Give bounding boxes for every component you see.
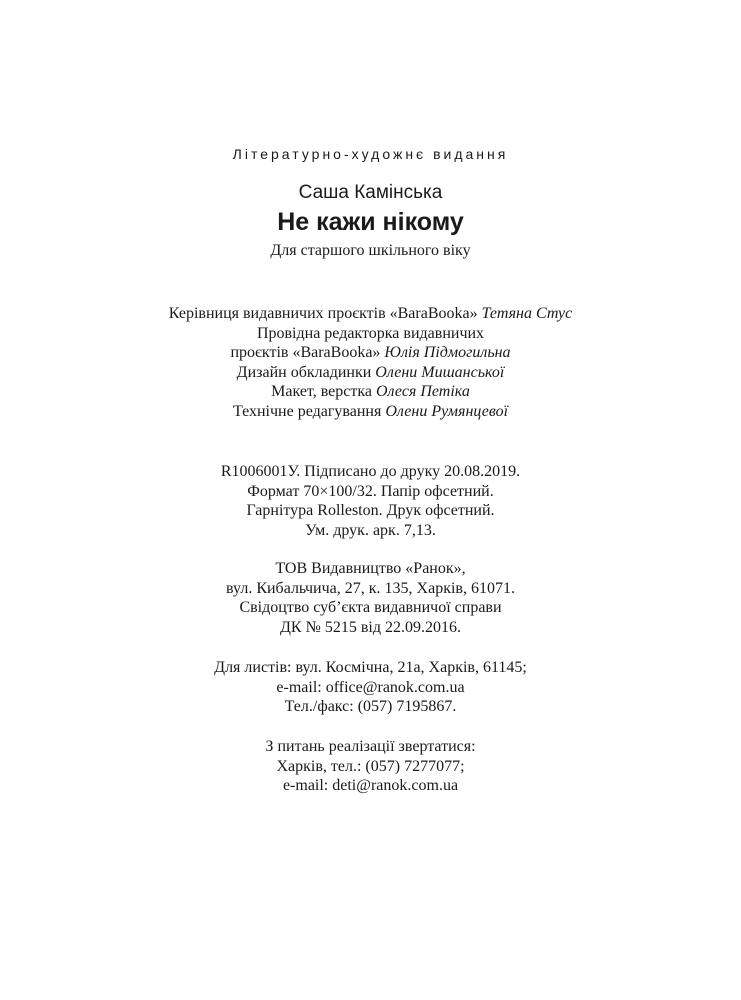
credits-line [0,382,741,402]
credit-role: Дизайн обкладинки [236,363,376,381]
contact-block [0,658,741,717]
credits-block [0,304,741,422]
publisher-line: ТОВ Видавництво «Ранок», [275,560,466,577]
credit-role: Технічне редагування [232,402,386,420]
credit-person: Олеся Петіка [376,383,470,401]
sales-line: З питань реалізації звертатися: [265,738,476,755]
credits-line: Провідна редакторка видавничих [256,324,485,342]
print-line: Гарнітура Rolleston. Друк офсетний. [246,502,495,520]
genre-label: Літературно-художнє видання [232,146,509,162]
print-line: Ум. друк. арк. 7,13. [305,521,436,539]
credit-role: Керівниця видавничих проєктів «BaraBooka» [168,305,482,322]
print-line: R1006001У. Підписано до друку 20.08.2019. [220,463,521,480]
contact-phone: Тел./факс: (057) 7195867. [284,698,457,716]
credit-role: проєктів «BaraBooka» [230,344,385,362]
author-name: Саша Камінська [298,182,443,203]
publisher-block [0,559,741,637]
credit-person: Олени Мишанської [375,363,505,381]
publisher-line: ДК № 5215 від 22.09.2016. [280,618,461,636]
print-line: Формат 70×100/32. Папір офсетний. [247,482,494,500]
sales-block [0,737,741,796]
credit-person: Юлія Підмогильна [384,344,511,362]
credit-role: Макет, верстка [271,383,376,401]
book-title: Не кажи нікому [277,208,464,236]
contact-line: Для листів: вул. Космічна, 21а, Харків, 61145; [214,659,527,676]
credits-line [0,304,741,324]
print-details-block [0,462,741,540]
contact-email: e-mail: office@ranok.com.ua [276,678,465,696]
credits-line [0,402,741,422]
audience-subtitle: Для старшого шкільного віку [270,242,471,259]
credit-person: Тетяна Стус [481,305,573,322]
publisher-line: вул. Кибальчича, 27, к. 135, Харків, 61071. [226,579,515,597]
credit-person: Олени Румянцевої [385,402,509,420]
sales-email: e-mail: deti@ranok.com.ua [282,777,459,795]
credits-line [0,343,741,363]
publisher-line: Свідоцтво суб’єкта видавничої справи [239,599,502,617]
sales-phone: Харків, тел.: (057) 7277077; [276,757,465,775]
credits-line [0,363,741,383]
